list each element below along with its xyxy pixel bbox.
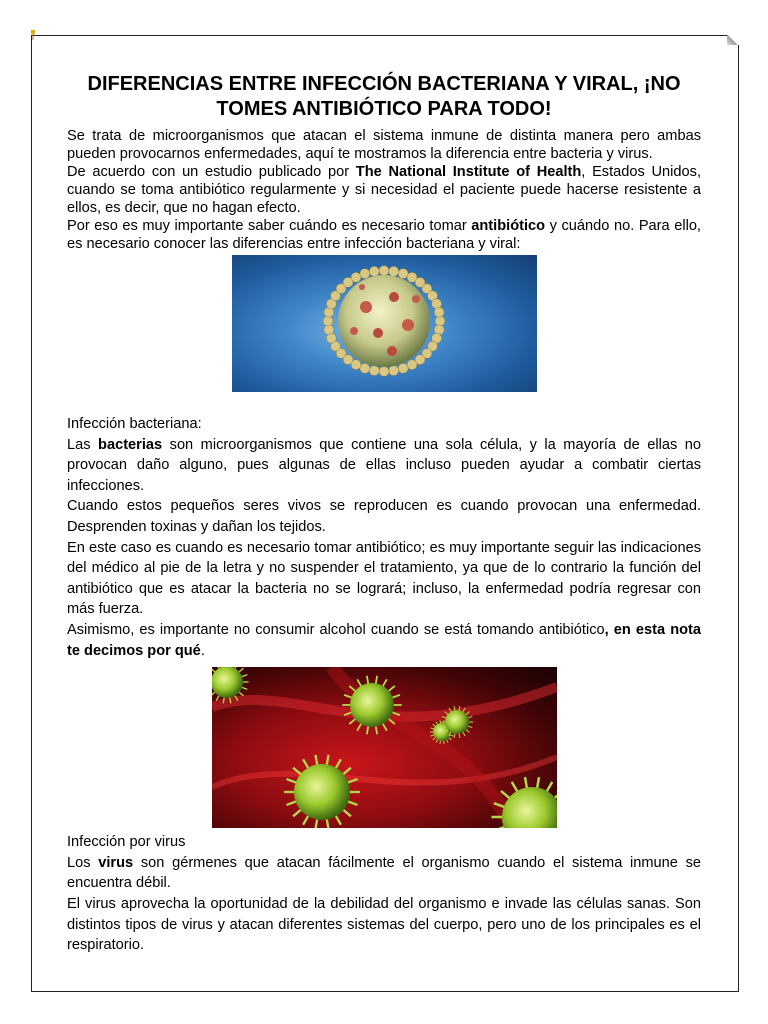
bacterial-section [67, 414, 701, 661]
virus-image-red [212, 667, 557, 828]
intro-paragraph-2: De acuerdo con un estudio publicado por The National Institute of Health, Estados Unidos, cuando se toma antibiótico regularmente y si necesidad el paciente puede hacerse resistente a ellos, es decir, que no hagan efecto. [67, 164, 701, 216]
page-corner-fold [727, 35, 739, 45]
viral-section [67, 832, 701, 956]
document-body [67, 72, 701, 956]
virus-image-blue [232, 255, 537, 392]
intro-paragraph-1: Se trata de microorganismos que atacan el sistema inmune de distinta manera pero ambas pueden provocarnos enfermedades, aquí te mostramos la diferencia entre bacteria y virus. [67, 128, 701, 162]
intro-paragraph-3: Por eso es muy importante saber cuándo es necesario tomar antibiótico y cuándo no. Para ello, es necesario conocer las diferencias entre infección bacteriana y viral: [67, 218, 701, 252]
bacterial-paragraph-4: Asimismo, es importante no consumir alcohol cuando se está tomando antibiótico, en esta nota te decimos por qué. [67, 621, 701, 659]
bacterial-paragraph-1: Las bacterias son microorganismos que contiene una sola célula, y la mayoría de ellas no provocan daño alguno, pues algunas de ellas incluso pueden ayudar a combatir ciertas infecciones. [67, 436, 702, 494]
viral-paragraph-1: Los virus son gérmenes que atacan fácilmente el organismo cuando el sistema inmune se encuentra débil. [67, 854, 701, 892]
bacterial-paragraph-3: En este caso es cuando es necesario tomar antibiótico; es muy importante seguir las indicaciones del médico al pie de la letra y no suspender el tratamiento, ya que de lo contrario la función del antibiótico que es atacar la bacteria no se logrará; incluso, la enfermedad podría regresar con más fuerza. [67, 539, 701, 618]
bacterial-paragraph-2: Cuando estos pequeños seres vivos se reproducen es cuando provocan una enfermedad. Desprenden toxinas y dañan los tejidos. [67, 498, 701, 535]
viral-heading: Infección por virus [67, 834, 186, 851]
document-title: DIFERENCIAS ENTRE INFECCIÓN BACTERIANA Y VIRAL, ¡NO TOMES ANTIBIÓTICO PARA TODO! [87, 73, 681, 120]
alcohol-note-link[interactable]: , en esta nota te decimos por qué [67, 621, 701, 659]
pin-icon [30, 30, 36, 40]
bacterial-heading: Infección bacteriana: [67, 416, 202, 432]
viral-paragraph-2: El virus aprovecha la oportunidad de la debilidad del organismo e invade las células sanas. Son distintos tipos de virus y atacan diferentes sistemas del cuerpo, pero uno de los principales es el respiratorio. [67, 895, 701, 954]
